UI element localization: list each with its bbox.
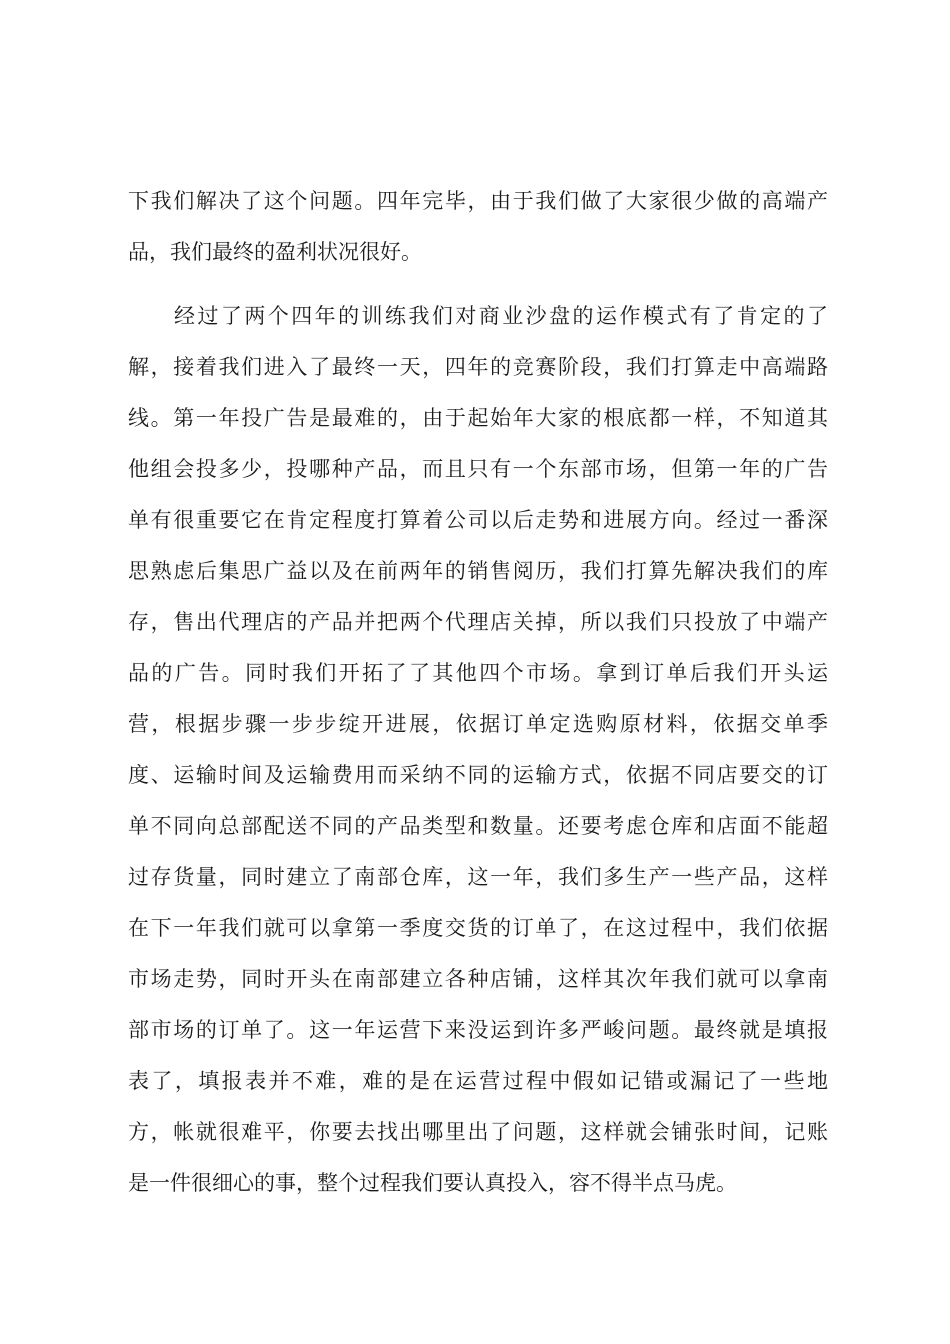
text-line: 部市场的订单了。这一年运营下来没运到许多严峻问题。最终就是填报: [128, 1018, 828, 1042]
text-line: 过存货量，同时建立了南部仓库，这一年，我们多生产一些产品，这样: [128, 865, 828, 889]
document-body: [128, 176, 828, 1209]
text-line: 单有很重要它在肯定程度打算着公司以后走势和进展方向。经过一番深: [128, 508, 828, 532]
text-line: 存，售出代理店的产品并把两个代理店关掉，所以我们只投放了中端产: [128, 610, 828, 634]
text-line: 线。第一年投广告是最难的，由于起始年大家的根底都一样，不知道其: [128, 406, 828, 430]
text-line: 是一件很细心的事，整个过程我们要认真投入，容不得半点马虎。: [128, 1171, 737, 1195]
text-line: 下我们解决了这个问题。四年完毕，由于我们做了大家很少做的高端产: [128, 189, 828, 213]
text-line: 品的广告。同时我们开拓了了其他四个市场。拿到订单后我们开头运: [128, 661, 828, 685]
text-line: 营，根据步骤一步步绽开进展，依据订单定选购原材料，依据交单季: [128, 712, 828, 736]
paragraph-2: [128, 291, 828, 1209]
text-line: 经过了两个四年的训练我们对商业沙盘的运作模式有了肯定的了: [174, 304, 828, 328]
text-line: 解，接着我们进入了最终一天，四年的竞赛阶段，我们打算走中高端路: [128, 355, 828, 379]
paragraph-1: [128, 176, 828, 278]
text-line: 在下一年我们就可以拿第一季度交货的订单了，在这过程中，我们依据: [128, 916, 828, 940]
text-line: 品，我们最终的盈利状况很好。: [128, 240, 422, 264]
text-line: 思熟虑后集思广益以及在前两年的销售阅历，我们打算先解决我们的库: [128, 559, 828, 583]
text-line: 单不同向总部配送不同的产品类型和数量。还要考虑仓库和店面不能超: [128, 814, 828, 838]
text-line: 度、运输时间及运输费用而采纳不同的运输方式，依据不同店要交的订: [128, 763, 828, 787]
text-line: 表了，填报表并不难，难的是在运营过程中假如记错或漏记了一些地: [128, 1069, 828, 1093]
text-line: 方，帐就很难平，你要去找出哪里出了问题，这样就会铺张时间，记账: [128, 1120, 828, 1144]
text-line: 市场走势，同时开头在南部建立各种店铺，这样其次年我们就可以拿南: [128, 967, 828, 991]
text-line: 他组会投多少，投哪种产品，而且只有一个东部市场，但第一年的广告: [128, 457, 828, 481]
